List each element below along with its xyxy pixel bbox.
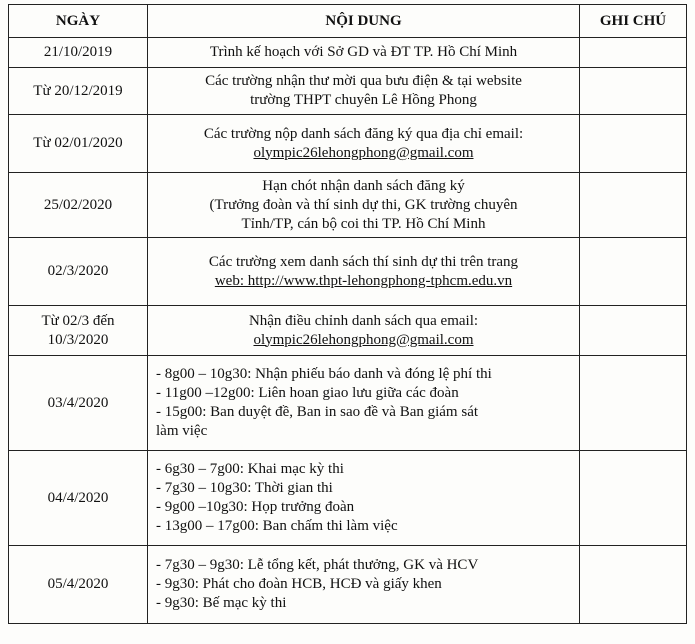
- content-cell: [148, 238, 580, 306]
- table-row: [9, 173, 687, 238]
- date-cell: [9, 173, 148, 238]
- content-line: - 9g00 –10g30: Họp trưởng đoàn: [156, 499, 355, 515]
- content-link-line[interactable]: olympic26lehongphong@gmail.com: [253, 331, 474, 348]
- content-line: Trình kế hoạch với Sở GD và ĐT TP. Hồ Chí Minh: [209, 44, 518, 60]
- content-line: - 6g30 – 7g00: Khai mạc kỳ thi: [156, 461, 344, 477]
- table-row: [9, 546, 687, 624]
- note-cell: [580, 546, 687, 624]
- date-line: Từ 02/3 đến: [41, 312, 115, 329]
- table-row: [9, 68, 687, 115]
- content-cell: [148, 115, 580, 173]
- content-line: - 7g30 – 10g30: Thời gian thi: [156, 480, 333, 496]
- content-line: Nhận điều chỉnh danh sách qua email:: [248, 312, 479, 329]
- date-cell: [9, 38, 148, 68]
- content-line: - 13g00 – 17g00: Ban chấm thi làm việc: [156, 518, 398, 534]
- table-row: [9, 238, 687, 306]
- note-cell: [580, 38, 687, 68]
- date-line: 25/02/2020: [43, 196, 113, 213]
- content-line: - 9g30: Bế mạc kỳ thi: [156, 595, 287, 611]
- content-line: trường THPT chuyên Lê Hồng Phong: [250, 92, 477, 108]
- date-line: 10/3/2020: [47, 331, 109, 348]
- table-row: [9, 38, 687, 68]
- date-cell: [9, 451, 148, 546]
- table-row: [9, 356, 687, 451]
- date-cell: [9, 238, 148, 306]
- date-cell: [9, 68, 148, 115]
- content-cell: [148, 68, 580, 115]
- date-cell: [9, 546, 148, 624]
- content-line: Các trường nhận thư mời qua bưu điện & tại website: [205, 73, 522, 89]
- date-line: 21/10/2019: [43, 44, 113, 60]
- content-line: Các trường xem danh sách thí sinh dự thi trên trang: [208, 253, 519, 270]
- table-row: [9, 306, 687, 356]
- note-cell: [580, 451, 687, 546]
- content-line: Hạn chót nhận danh sách đăng ký: [262, 177, 465, 194]
- content-cell: [148, 546, 580, 624]
- content-line: - 8g00 – 10g30: Nhận phiếu báo danh và đóng lệ phí thi: [156, 366, 492, 382]
- content-cell: [148, 451, 580, 546]
- content-link-line[interactable]: olympic26lehongphong@gmail.com: [253, 144, 474, 161]
- content-line: - 7g30 – 9g30: Lễ tổng kết, phát thưởng, GK và HCV: [156, 557, 479, 573]
- content-line: - 11g00 –12g00: Liên hoan giao lưu giữa các đoàn: [156, 385, 459, 401]
- note-cell: [580, 356, 687, 451]
- content-line: Các trường nộp danh sách đăng ký qua địa chỉ email:: [203, 125, 524, 142]
- schedule-table: [8, 4, 687, 624]
- content-cell: [148, 173, 580, 238]
- date-line: 04/4/2020: [47, 489, 109, 506]
- note-cell: [580, 238, 687, 306]
- note-cell: [580, 115, 687, 173]
- date-cell: [9, 306, 148, 356]
- date-line: 05/4/2020: [47, 576, 109, 592]
- note-cell: [580, 306, 687, 356]
- date-line: Từ 02/01/2020: [33, 135, 123, 151]
- date-column-header: NGÀY: [9, 5, 148, 38]
- note-column-header: GHI CHÚ: [580, 5, 687, 38]
- table-row: [9, 115, 687, 173]
- content-cell: [148, 38, 580, 68]
- content-line: Tỉnh/TP, cán bộ coi thi TP. Hồ Chí Minh: [241, 215, 486, 232]
- date-cell: [9, 115, 148, 173]
- content-line: - 15g00: Ban duyệt đề, Ban in sao đề và Ban giám sát: [156, 404, 479, 420]
- date-line: 03/4/2020: [47, 394, 109, 411]
- date-line: 02/3/2020: [47, 263, 109, 279]
- header-row: [9, 5, 687, 38]
- content-link-line[interactable]: web: http://www.thpt-lehongphong-tphcm.edu.vn: [214, 272, 513, 289]
- content-line: (Trưởng đoàn và thí sinh dự thi, GK trường chuyên: [209, 196, 518, 213]
- note-cell: [580, 68, 687, 115]
- note-cell: [580, 173, 687, 238]
- date-line: Từ 20/12/2019: [33, 82, 123, 99]
- content-column-header: NỘI DUNG: [148, 5, 580, 38]
- date-cell: [9, 356, 148, 451]
- content-line: - 9g30: Phát cho đoàn HCB, HCĐ và giấy khen: [156, 576, 442, 592]
- content-cell: [148, 356, 580, 451]
- table-row: [9, 451, 687, 546]
- content-line: làm việc: [156, 423, 208, 439]
- content-cell: [148, 306, 580, 356]
